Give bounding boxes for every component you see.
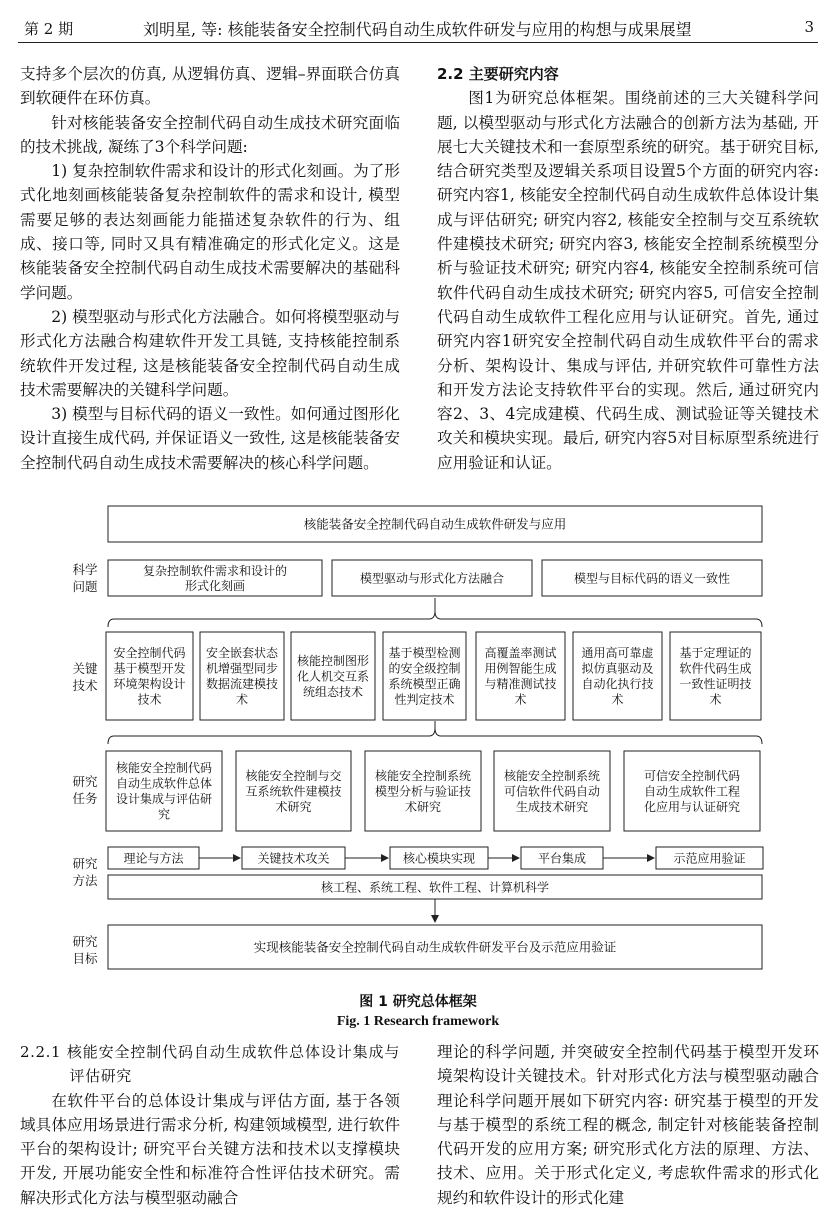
key-tech-label: 环境架构设计 <box>113 677 186 692</box>
science-problem-box <box>108 560 322 596</box>
key-tech-label: 基于模型检测 <box>388 646 461 661</box>
method-box <box>242 847 345 869</box>
row-label-tasks: 研究 <box>72 774 98 789</box>
key-tech-label: 化人机交互系 <box>296 669 370 684</box>
header-rule <box>18 42 818 43</box>
task-label: 核能安全控制系统 <box>374 768 472 783</box>
task-label: 生成技术研究 <box>515 799 589 814</box>
task-label: 核能安全控制系统 <box>503 768 601 783</box>
key-tech-label: 系统模型正确 <box>388 677 461 692</box>
task-label: 自动生成软件总体 <box>115 776 213 791</box>
paragraph: 理论的科学问题, 并突破安全控制代码基于模型开发环境架构设计关键技术。针对形式化方法与模型驱动融合理论科学问题开展如下研究内容: 研究基于模型的开发与基于模型的系统工程的概念, 制定针对核能装备控制代码开发的应用方案; 研究形式化方法的原理、方法、技术、应用。关于形式化定义, 考虑软件需求的形式化规约和软件设计的形式化建 <box>437 1043 819 1207</box>
key-tech-label: 基于定理证的 <box>679 646 752 661</box>
task-box <box>624 751 760 831</box>
row-label-methods: 方法 <box>72 873 98 888</box>
paragraph: 针对核能装备安全控制代码自动生成技术研究面临的技术挑战, 凝练了3个科学问题: <box>20 113 400 156</box>
key-tech-label: 术 <box>611 692 624 707</box>
row-label-goal: 研究 <box>72 934 98 949</box>
task-label: 可信软件代码自动 <box>503 784 601 799</box>
task-label: 术研究 <box>275 799 312 814</box>
key-tech-label: 统组态技术 <box>302 684 364 699</box>
section-heading: 2.2 主要研究内容 <box>437 65 559 83</box>
task-label: 互系统软件建模技 <box>245 784 342 799</box>
top-box <box>108 506 762 542</box>
row-label-goal: 目标 <box>72 951 98 966</box>
right-column <box>437 62 819 475</box>
method-label: 示范应用验证 <box>673 851 746 866</box>
disciplines-box <box>108 875 762 899</box>
method-label: 关键技术攻关 <box>257 851 330 866</box>
key-tech-box <box>670 632 761 720</box>
method-box <box>390 847 488 869</box>
key-tech-box <box>383 632 466 720</box>
row-label-tasks: 任务 <box>72 791 98 806</box>
method-label: 核心模块实现 <box>402 851 476 866</box>
disciplines-label: 核工程、系统工程、软件工程、计算机科学 <box>320 880 550 895</box>
key-tech-label: 基于模型开发 <box>113 661 186 676</box>
page-number: 3 <box>804 18 814 36</box>
paragraph: 1) 复杂控制软件需求和设计的形式化刻画。为了形式化地刻画核能装备复杂控制软件的需求和设计, 模型需要足够的表达刻画能力能描述复杂软件的行为、组成、接口等, 同时又具有精准确定的形式化定义。这是核能装备安全控制代码自动生成技术需要解决的基础科学问题。 <box>20 162 400 302</box>
goal-label: 实现核能装备安全控制代码自动生成软件研发平台及示范应用验证 <box>253 939 617 955</box>
task-label: 模型分析与验证技 <box>374 784 472 799</box>
task-label: 设计集成与评估研 <box>115 792 213 807</box>
key-tech-label: 安全控制代码 <box>113 646 186 661</box>
bottom-right-column <box>437 1040 819 1210</box>
key-tech-label: 机增强型同步 <box>205 661 279 676</box>
key-tech-label: 用例智能生成 <box>484 661 557 676</box>
science-problem-label: 复杂控制软件需求和设计的 <box>142 563 288 578</box>
paragraph: 3) 模型与目标代码的语义一致性。如何通过图形化设计直接生成代码, 并保证语义一致性, 这是核能装备安全控制代码自动生成技术需要解决的核心科学问题。 <box>20 405 400 472</box>
method-label: 平台集成 <box>537 851 587 866</box>
subsection-heading: 2.2.1 核能安全控制代码自动生成软件总体设计集成与评估研究 <box>20 1043 400 1086</box>
top-box-label: 核能装备安全控制代码自动生成软件研发与应用 <box>303 516 567 532</box>
science-problem-box <box>332 560 532 596</box>
method-box <box>521 847 603 869</box>
row-label-science: 问题 <box>72 579 98 594</box>
key-tech-label: 高覆盖率测试 <box>484 646 557 661</box>
paragraph: 图1为研究总体框架。围绕前述的三大关键科学问题, 以模型驱动与形式化方法融合的创新方法为基础, 开展七大关键技术和一套原型系统的研究。基于研究目标, 结合研究类型及逻辑关系项目设置5个方面的研究内容: 研究内容1, 核能安全控制代码自动生成软件总体设计集成与评估研究; 研究内容2, 核能安全控制与交互系统软件建模技术研究; 研究内容3, 核能安全控制系统模型分析与验证技术研究; 研究内容4, 核能安全控制系统可信软件代码自动生成技术研究; 研究内容5, 可信安全控制代码自动生成软件工程化应用与认证研究。首先, 通过研究内容1研究安全控制代码自动生成软件平台的需求分析、架构设计、集成与评估, 并研究软件可靠性方法和开发方法论支持软件平台的实现。然后, 通过研究内容2、3、4完成建模、代码生成、测试验证等关键技术攻关和模块实现。最后, 研究内容5对目标原型系统进行应用验证和认证。 <box>437 89 819 472</box>
key-tech-box <box>573 632 662 720</box>
task-label: 核能安全控制代码 <box>115 761 213 776</box>
key-tech-label: 自动化执行技 <box>581 677 654 692</box>
key-tech-label: 性判定技术 <box>394 692 455 707</box>
running-header <box>18 0 818 42</box>
key-tech-box <box>476 632 565 720</box>
task-label: 可信安全控制代码 <box>643 768 741 783</box>
brace-tech <box>108 728 762 744</box>
task-label: 自动生成软件工程 <box>643 784 741 799</box>
left-column <box>20 62 400 475</box>
running-title: 刘明星, 等: 核能装备安全控制代码自动生成软件研发与应用的构想与成果展望 <box>143 20 692 39</box>
task-box <box>494 751 610 831</box>
key-tech-box <box>106 632 193 720</box>
key-tech-box <box>200 632 284 720</box>
row-label-methods: 研究 <box>72 856 98 871</box>
brace-science <box>108 611 762 627</box>
paragraph: 2) 模型驱动与形式化方法融合。如何将模型驱动与形式化方法融合构建软件开发工具链, 支持核能控制系统软件开发过程, 这是核能装备安全控制代码自动生成技术需要解决的关键科学问题。 <box>20 307 400 399</box>
task-label: 术研究 <box>404 799 442 814</box>
key-tech-label: 与精准测试技 <box>484 677 557 692</box>
task-box <box>106 751 222 831</box>
bottom-left-column <box>20 1040 400 1210</box>
key-tech-label: 核能控制图形 <box>296 653 370 668</box>
figure-caption-cn: 图 1 研究总体框架 <box>359 994 477 1010</box>
science-problem-box <box>542 560 762 596</box>
science-problem-label: 形式化刻画 <box>184 578 246 593</box>
key-tech-label: 安全嵌套状态 <box>205 646 279 661</box>
paragraph: 支持多个层次的仿真, 从逻辑仿真、逻辑–界面联合仿真到软硬件在环仿真。 <box>20 65 400 108</box>
paragraph: 在软件平台的总体设计集成与评估方面, 基于各领域具体应用场景进行需求分析, 构建领域模型, 进行软件平台的架构设计; 研究平台关键方法和技术以支撑模块开发, 开展功能安全性和标准符合性评估技术研究。需解决形式化方法与模型驱动融合 <box>20 1091 400 1207</box>
science-problem-label: 模型驱动与形式化方法融合 <box>359 571 505 586</box>
method-box <box>108 847 199 869</box>
key-tech-label: 术 <box>235 692 249 707</box>
row-label-science: 科学 <box>72 562 98 577</box>
key-tech-label: 拟仿真驱动及 <box>581 661 654 676</box>
task-label: 化应用与认证研究 <box>643 799 741 814</box>
key-tech-label: 通用高可靠虚 <box>581 646 654 661</box>
row-label-tech: 关键 <box>72 661 98 676</box>
goal-box <box>108 925 762 969</box>
key-tech-label: 一致性证明技 <box>679 677 752 692</box>
key-tech-label: 技术 <box>137 692 162 707</box>
key-tech-label: 术 <box>709 692 722 707</box>
method-label: 理论与方法 <box>123 851 184 866</box>
task-box <box>365 751 481 831</box>
key-tech-label: 数据流建模技 <box>205 677 279 692</box>
method-box <box>656 847 763 869</box>
key-tech-label: 的安全级控制 <box>388 661 461 676</box>
key-tech-label: 软件代码生成 <box>679 661 752 676</box>
task-label: 究 <box>157 807 171 822</box>
key-tech-label: 术 <box>514 692 527 707</box>
issue-number: 第 2 期 <box>24 20 74 38</box>
figure-caption-en: Fig. 1 Research framework <box>336 1014 500 1029</box>
task-label: 核能安全控制与交 <box>245 768 342 783</box>
key-tech-box <box>291 632 375 720</box>
science-problem-label: 模型与目标代码的语义一致性 <box>573 571 731 586</box>
task-box <box>236 751 351 831</box>
row-label-tech: 技术 <box>72 678 98 693</box>
